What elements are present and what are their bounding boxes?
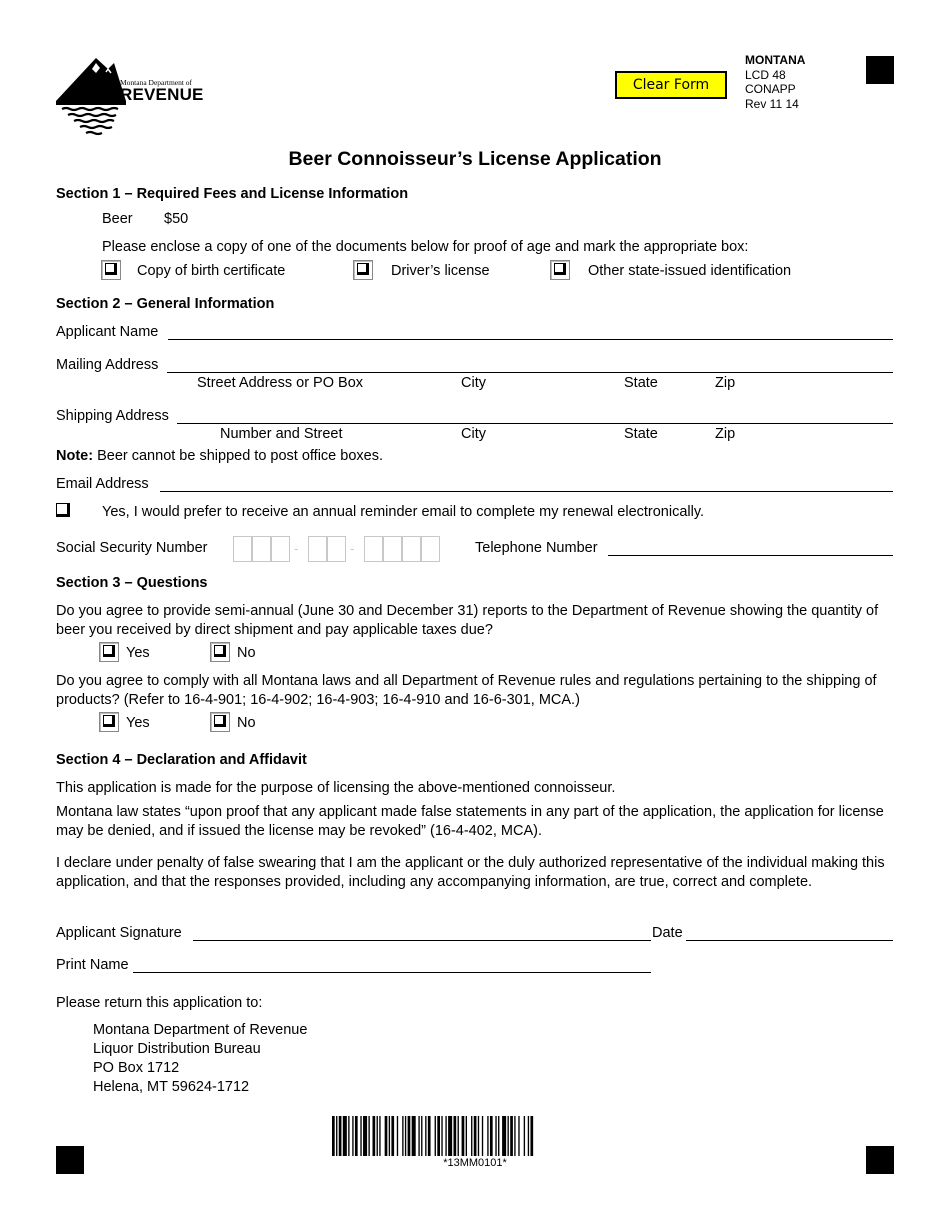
print-name-field[interactable] (133, 972, 651, 973)
print-name-label: Print Name (56, 957, 129, 973)
logo-agency-big: REVENUE (120, 85, 204, 104)
note-text: Beer cannot be shipped to post office boxes. (93, 448, 383, 464)
fee-amount: $50 (164, 211, 189, 227)
return-line-2: Liquor Distribution Bureau (93, 1041, 261, 1057)
agency-logo (56, 55, 231, 137)
ssn-digit-9[interactable] (421, 536, 440, 562)
q1-no-checkbox[interactable] (210, 642, 230, 662)
form-state: MONTANA (745, 53, 806, 67)
ssn-digit-3[interactable] (271, 536, 290, 562)
form-identifier (745, 53, 805, 111)
proof-of-age-instruction: Please enclose a copy of one of the documents below for proof of age and mark the appropriate box: (102, 239, 749, 255)
section4-heading: Section 4 – Declaration and Affidavit (56, 752, 307, 768)
ssn-digit-1[interactable] (233, 536, 252, 562)
ssn-label: Social Security Number (56, 540, 208, 556)
return-address (93, 1021, 307, 1097)
section1-heading: Section 1 – Required Fees and License Information (56, 186, 409, 202)
shipping-state-sublabel: State (624, 426, 658, 442)
applicant-name-label: Applicant Name (56, 324, 159, 340)
shipping-city-sublabel: City (461, 426, 486, 442)
shipping-note (56, 448, 383, 464)
question-2: Do you agree to comply with all Montana laws and all Department of Revenue rules and regulations pertaining to the shipping of products? (Refer to 16-4-901; 16-4-902; 16-4-903; 16-4-910 and 16-6-301, MCA.) (56, 673, 877, 708)
q2-no-label: No (237, 715, 256, 731)
drivers-license-checkbox[interactable] (353, 260, 373, 280)
ssn-dash-2: - (350, 541, 355, 556)
section3-heading: Section 3 – Questions (56, 575, 208, 591)
phone-field[interactable] (608, 555, 893, 556)
birth-certificate-label: Copy of birth certificate (137, 263, 286, 279)
clear-form-button[interactable]: Clear Form (615, 71, 727, 99)
q2-yes-checkbox[interactable] (99, 712, 119, 732)
shipping-zip-sublabel: Zip (715, 426, 736, 442)
declaration-affidavit: I declare under penalty of false swearing that I am the applicant or the duly authorized representative of the individual making this application, and that the responses provided, including any accompanying information, are true, correct and complete. (56, 855, 885, 890)
date-label: Date (652, 925, 683, 941)
ssn-digit-4[interactable] (308, 536, 327, 562)
q2-no-checkbox[interactable] (210, 712, 230, 732)
shipping-street-sublabel: Number and Street (220, 426, 343, 442)
q1-yes-label: Yes (126, 645, 150, 661)
applicant-name-field[interactable] (168, 339, 893, 340)
other-id-checkbox[interactable] (550, 260, 570, 280)
barcode-icon (332, 1116, 618, 1156)
ssn-digit-5[interactable] (327, 536, 346, 562)
note-label: Note: (56, 448, 94, 464)
q1-yes-checkbox[interactable] (99, 642, 119, 662)
registration-mark-top-right (866, 56, 894, 84)
q2-yes-label: Yes (126, 715, 150, 731)
mailing-address-label: Mailing Address (56, 357, 159, 373)
ssn-digit-2[interactable] (252, 536, 271, 562)
phone-label: Telephone Number (475, 540, 598, 556)
email-field[interactable] (160, 491, 893, 492)
mailing-state-sublabel: State (624, 375, 658, 391)
email-reminder-label: Yes, I would prefer to receive an annual reminder email to complete my renewal electronically. (102, 504, 705, 520)
logo-agency-small: Montana Department of (120, 78, 193, 87)
ssn-digit-8[interactable] (402, 536, 421, 562)
signature-field[interactable] (193, 940, 651, 941)
mailing-address-field[interactable] (167, 372, 893, 373)
q1-no-label: No (237, 645, 256, 661)
signature-label: Applicant Signature (56, 925, 182, 941)
drivers-license-label: Driver’s license (391, 263, 490, 279)
birth-certificate-checkbox[interactable] (101, 260, 121, 280)
fee-label: Beer (102, 211, 133, 227)
mailing-street-sublabel: Street Address or PO Box (197, 375, 364, 391)
email-label: Email Address (56, 476, 149, 492)
other-id-label: Other state-issued identification (588, 263, 792, 279)
declaration-law: Montana law states “upon proof that any applicant made false statements in any part of the application, the application for license may be denied, and if issued the license may be revoked” (16-4-402, MCA). (56, 804, 884, 839)
shipping-address-field[interactable] (177, 423, 893, 424)
page-title: Beer Connoisseur’s License Application (288, 148, 662, 170)
mailing-city-sublabel: City (461, 375, 486, 391)
form-revision: Rev 11 14 (745, 96, 799, 111)
question-1: Do you agree to provide semi-annual (June 30 and December 31) reports to the Department of Revenue showing the quantity of beer you received by direct shipment and pay applicable taxes due? (56, 603, 879, 638)
ssn-digit-7[interactable] (383, 536, 402, 562)
form-name: CONAPP (745, 82, 796, 96)
return-line-3: PO Box 1712 (93, 1060, 180, 1076)
declaration-purpose: This application is made for the purpose of licensing the above-mentioned connoisseur. (56, 780, 616, 796)
ssn-digit-6[interactable] (364, 536, 383, 562)
barcode-text: *13MM0101* (443, 1157, 507, 1169)
mailing-zip-sublabel: Zip (715, 375, 736, 391)
email-reminder-checkbox[interactable] (56, 503, 70, 517)
shipping-address-label: Shipping Address (56, 408, 169, 424)
form-code: LCD 48 (745, 67, 786, 82)
section2-heading: Section 2 – General Information (56, 296, 275, 312)
date-field[interactable] (686, 940, 893, 941)
return-line-1: Montana Department of Revenue (93, 1022, 308, 1038)
ssn-dash-1: - (294, 541, 299, 556)
return-intro: Please return this application to: (56, 995, 263, 1011)
return-line-4: Helena, MT 59624-1712 (93, 1079, 250, 1095)
